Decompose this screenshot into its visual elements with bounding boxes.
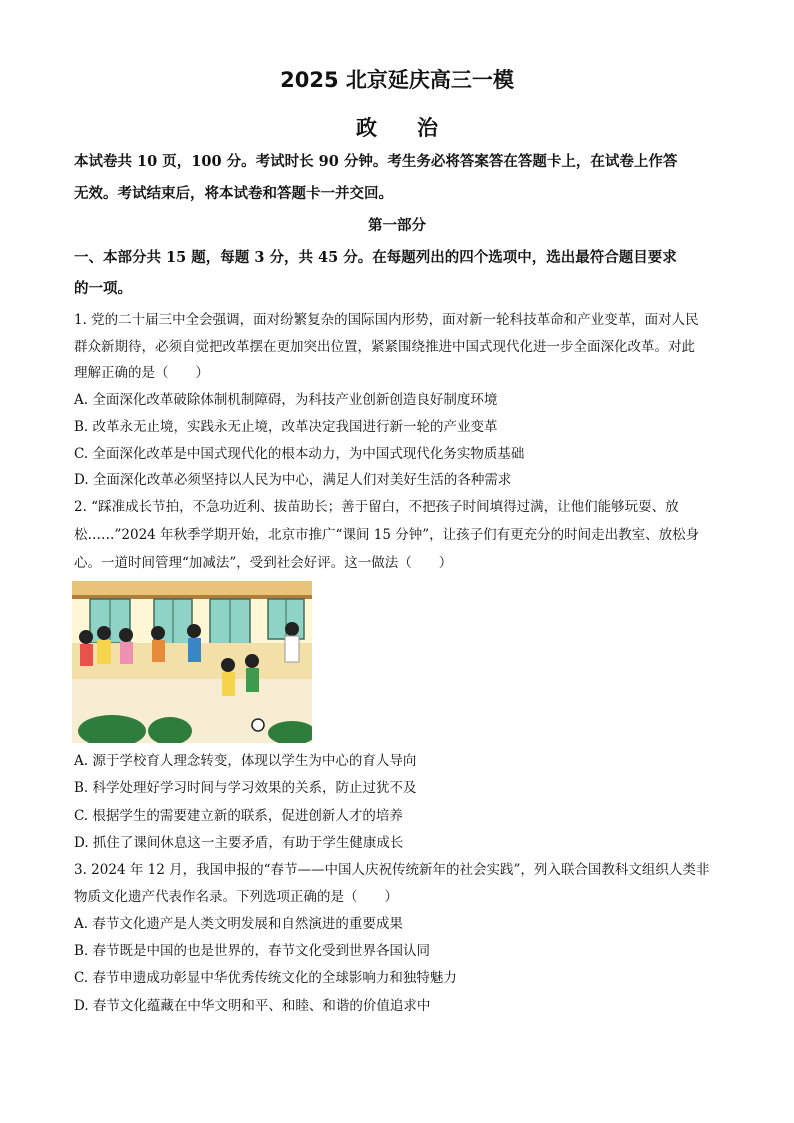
instruction-line: 本试卷共 10 页，100 分。考试时长 90 分钟。考生务必将答案答在答题卡上，在试卷上作答	[74, 153, 678, 170]
question-3-option-b: B. 春节既是中国的也是世界的，春节文化受到世界各国认同	[74, 943, 431, 959]
question-2-option-a: A. 源于学校育人理念转变，体现以学生为中心的育人导向	[74, 753, 417, 769]
question-1-option-c: C. 全面深化改革是中国式现代化的根本动力，为中国式现代化务实物质基础	[74, 446, 525, 462]
question-2-option-d: D. 抓住了课间休息这一主要矛盾，有助于学生健康成长	[74, 835, 404, 851]
question-3-option-c: C. 春节申遗成功彰显中华优秀传统文化的全球影响力和独特魅力	[74, 970, 457, 986]
question-2-stem-line: 松……”2024 年秋季学期开始，北京市推广“课间 15 分钟”，让孩子们有更充分的时间走出教室、放松身	[74, 527, 700, 543]
section-header-line: 的一项。	[74, 280, 132, 297]
subject-title: 政治	[356, 116, 478, 140]
question-1-stem-line: 群众新期待，必须自觉把改革摆在更加突出位置，紧紧围绕推进中国式现代化进一步全面深化改革。对此	[74, 339, 695, 355]
question-1-stem-line: 理解正确的是（ ）	[74, 365, 209, 381]
question-2-stem-line: 2. “踩准成长节拍，不急功近利、拔苗助长；善于留白，不把孩子时间填得过满，让他们能够玩耍、放	[74, 499, 679, 515]
question-1-option-d: D. 全面深化改革必须坚持以人民为中心，满足人们对美好生活的各种需求	[74, 472, 512, 488]
exam-title: 2025 北京延庆高三一模	[280, 68, 514, 92]
part-title: 第一部分	[368, 217, 426, 234]
question-2-option-c: C. 根据学生的需要建立新的联系，促进创新人才的培养	[74, 808, 403, 824]
question-2-option-b: B. 科学处理好学习时间与学习效果的关系，防止过犹不及	[74, 780, 417, 796]
instruction-line: 无效。考试结束后，将本试卷和答题卡一并交回。	[74, 185, 393, 202]
section-header-line: 一、本部分共 15 题，每题 3 分，共 45 分。在每题列出的四个选项中，选出最符合题目要求	[74, 249, 677, 266]
question-1-option-a: A. 全面深化改革破除体制机制障碍，为科技产业创新创造良好制度环境	[74, 392, 498, 408]
recess-illustration	[72, 581, 312, 743]
question-3-option-a: A. 春节文化遗产是人类文明发展和自然演进的重要成果	[74, 916, 403, 932]
question-1-stem-line: 1. 党的二十届三中全会强调，面对纷繁复杂的国际国内形势，面对新一轮科技革命和产业变革，面对人民	[74, 312, 699, 328]
question-3-stem-line: 3. 2024 年 12 月，我国申报的“春节——中国人庆祝传统新年的社会实践”，列入联合国教科文组织人类非	[74, 862, 710, 878]
question-3-stem-line: 物质文化遗产代表作名录。下列选项正确的是（ ）	[74, 889, 398, 905]
question-2-stem-line: 心。一道时间管理“加减法”，受到社会好评。这一做法（ ）	[74, 555, 453, 571]
question-1-option-b: B. 改革永无止境，实践永无止境，改革决定我国进行新一轮的产业变革	[74, 419, 498, 435]
question-3-option-d: D. 春节文化蕴藏在中华文明和平、和睦、和谐的价值追求中	[74, 998, 431, 1014]
